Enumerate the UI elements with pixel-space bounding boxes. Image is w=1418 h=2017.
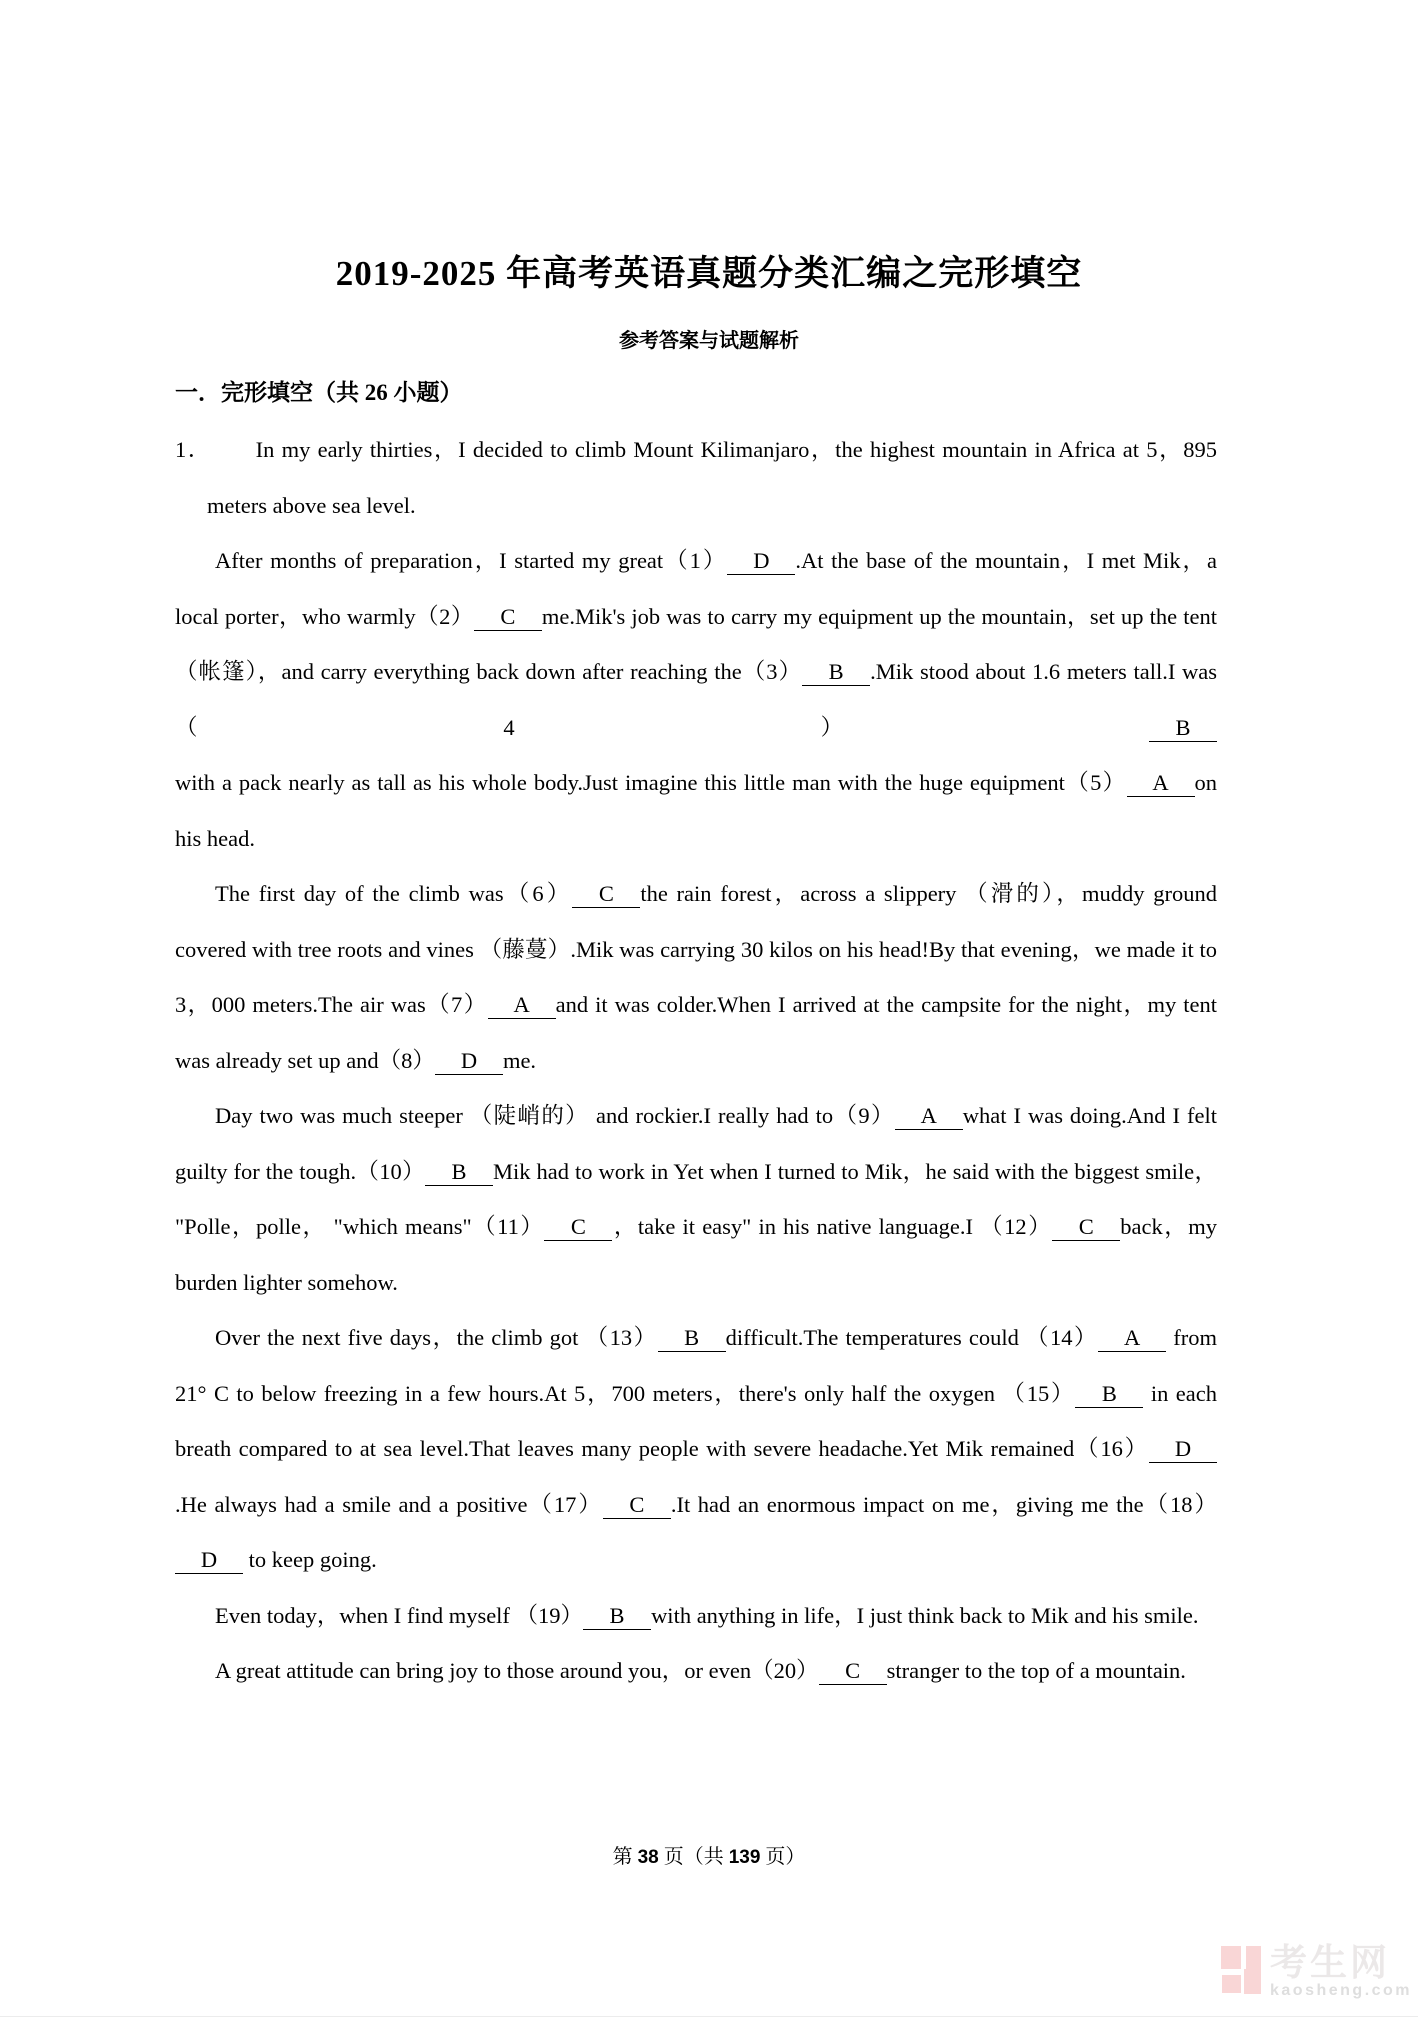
watermark: [1220, 1942, 1413, 2002]
answer-blank: B: [802, 659, 870, 686]
document-subtitle: 参考答案与试题解析: [619, 330, 799, 352]
footer-middle: 页（共: [658, 1846, 729, 1868]
answer-blank: B: [1075, 1381, 1143, 1408]
answer-blank: A: [1098, 1325, 1166, 1352]
answer-blank: B: [583, 1603, 651, 1630]
footer-total-pages: 139: [728, 1847, 761, 1868]
answer-blank: D: [175, 1547, 243, 1574]
passage-paragraph: Day two was much steeper （陡峭的） and rockier.I really had to（9） A what I was doing.And I felt guilty for the tough.（10） B Mik had to work in Yet when I turned to Mik，he said with the biggest smile， "Polle，polle， "which means"（11） C ，take it easy" in his native language.I （12） C back，my burden lighter somehow.: [175, 1103, 1217, 1295]
watermark-logo-block: [1221, 1946, 1241, 1969]
answer-blank: D: [435, 1048, 503, 1075]
watermark-logo-block: [1244, 1969, 1261, 1994]
answer-blank: B: [658, 1325, 726, 1352]
answer-blank: A: [895, 1103, 963, 1130]
watermark-text: [1270, 1944, 1412, 2000]
watermark-brand: 考生网: [1270, 1942, 1390, 1983]
answer-blank: A: [1127, 770, 1195, 797]
footer-page-number: 38: [637, 1847, 659, 1868]
answer-blank: B: [425, 1159, 493, 1186]
passage-paragraph: A great attitude can bring joy to those around you，or even（20） C stranger to the top of a mountain.: [215, 1658, 1186, 1683]
page-indicator: [0, 1840, 1418, 1869]
watermark-logo-block: [1222, 1975, 1241, 1993]
answer-blank: C: [474, 604, 542, 631]
passage: [175, 422, 1217, 1699]
answer-blank: C: [572, 881, 640, 908]
watermark-domain: kaosheng.com: [1270, 1982, 1413, 1999]
answer-blank: C: [819, 1658, 887, 1685]
watermark-logo-icon: [1220, 1946, 1264, 1996]
passage-paragraph: Even today，when I find myself （19） B with anything in life，I just think back to Mik and his smile.: [215, 1602, 1199, 1628]
answer-blank: C: [1052, 1214, 1120, 1241]
section-heading: 一．完形填空（共 26 小题）: [175, 380, 463, 405]
answer-blank: A: [488, 992, 556, 1019]
answer-blank: B: [1149, 715, 1217, 742]
document-title: 2019-2025 年高考英语真题分类汇编之完形填空: [335, 254, 1083, 293]
document-body: [175, 378, 1217, 1699]
passage-paragraph: After months of preparation，I started my great（1） D .At the base of the mountain，I met Mik，a local porter，who warmly（2） C me.Mik's job was to carry my equipment up the mountain，set up the tent （帐篷），and carry everything back down after reaching the（3） B .Mik stood about 1.6 meters tall.I was（4） Bwith a pack nearly as tall as his whole body.Just imagine this little man with the huge equipment（5） A on his head.: [175, 548, 1218, 851]
answer-blank: D: [727, 548, 795, 575]
passage-paragraph: The first day of the climb was（6） C the rain forest，across a slippery （滑的），muddy ground covered with tree roots and vines （藤蔓）.Mik was carrying 30 kilos on his head!By that evening，we made it to 3，000 meters.The air was（7） A and it was colder.When I arrived at the campsite for the night，my tent was already set up and（8） D me.: [175, 881, 1217, 1073]
answer-blank: D: [1149, 1436, 1217, 1463]
footer-suffix: 页）: [760, 1846, 806, 1868]
footer-prefix: 第: [612, 1846, 638, 1868]
passage-paragraph: 1． In my early thirties，I decided to climb Mount Kilimanjaro，the highest mountain in Africa at 5，895 meters above sea level.: [175, 437, 1217, 518]
answer-blank: C: [603, 1492, 671, 1519]
passage-paragraph: Over the next five days，the climb got （13） B difficult.The temperatures could （14） A from 21° C to below freezing in a few hours.At 5，700 meters，there's only half the oxygen （15） B in each breath compared to at sea level.That leaves many people with severe headache.Yet Mik remained（16） D.He always had a smile and a positive（17） C .It had an enormous impact on me，giving me the（18）D to keep going.: [175, 1325, 1218, 1572]
answer-blank: C: [544, 1214, 612, 1241]
